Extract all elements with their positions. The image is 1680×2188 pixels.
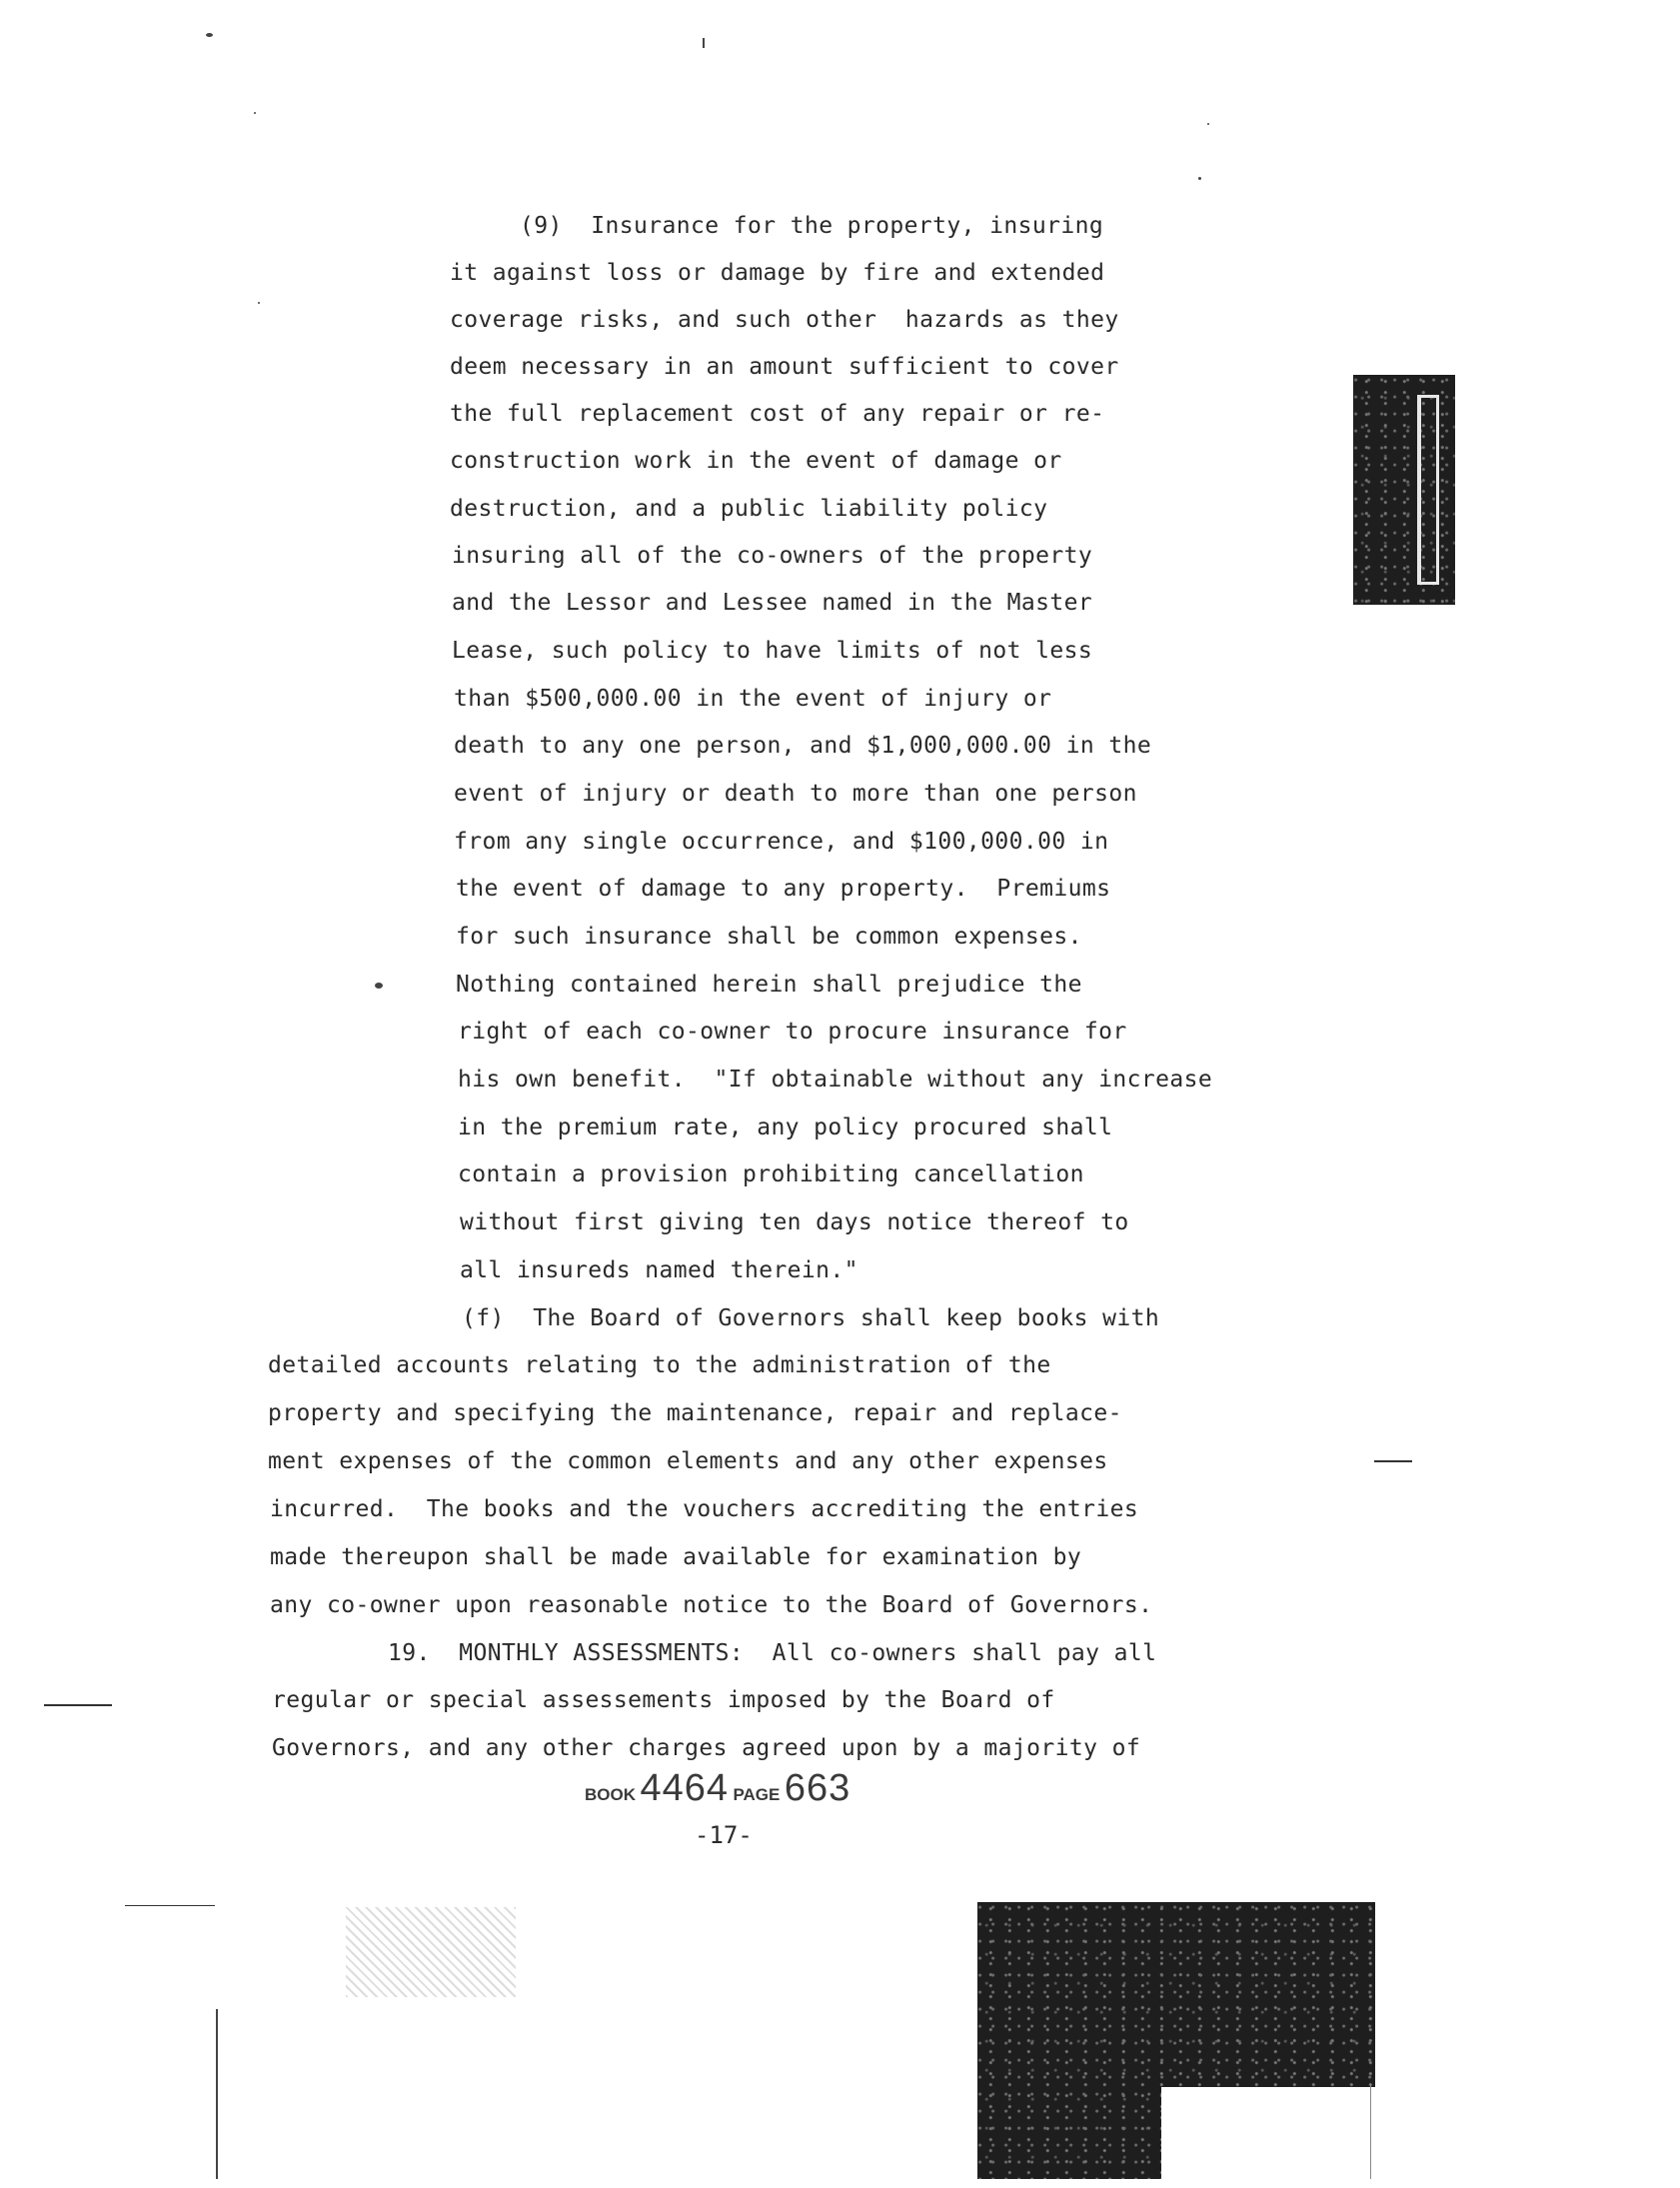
scan-artifact-right-margin-frame	[1417, 395, 1439, 585]
scan-artifact-bottom-left-smudge	[346, 1907, 516, 1997]
margin-mark	[125, 1905, 215, 1906]
text-line: detailed accounts relating to the administration of the	[268, 1352, 1051, 1378]
stamp-page-label: PAGE	[733, 1785, 781, 1804]
stamp-page-number: 663	[784, 1767, 851, 1809]
text-line: for such insurance shall be common expenses.	[456, 924, 1082, 950]
scan-speck	[258, 302, 260, 304]
stamp-book-label: BOOK	[585, 1785, 636, 1804]
margin-mark	[1374, 1460, 1412, 1462]
scan-speck	[1198, 177, 1201, 180]
text-line: event of injury or death to more than one person	[454, 781, 1137, 807]
text-line: death to any one person, and $1,000,000.00 in the	[454, 733, 1152, 759]
text-line: without first giving ten days notice thereof to	[460, 1209, 1129, 1235]
text-line: made thereupon shall be made available for examination by	[270, 1544, 1082, 1570]
text-line: destruction, and a public liability policy	[450, 496, 1048, 522]
text-line: property and specifying the maintenance, repair and replace-	[268, 1400, 1122, 1426]
text-line: deem necessary in an amount sufficient to cover	[450, 354, 1119, 380]
text-line: from any single occurrence, and $100,000.00 in	[454, 829, 1109, 855]
text-line: ment expenses of the common elements and any other expenses	[268, 1448, 1108, 1474]
scan-speck	[1207, 123, 1209, 125]
text-line: right of each co-owner to procure insurance for	[458, 1019, 1127, 1045]
scan-artifact-bottom-block-notch	[1161, 2087, 1375, 2179]
text-line: in the premium rate, any policy procured shall	[458, 1114, 1113, 1140]
text-line: coverage risks, and such other hazards as they	[450, 307, 1119, 333]
scan-artifact-right-margin	[1353, 375, 1455, 605]
text-line: insuring all of the co-owners of the property	[452, 543, 1093, 569]
text-line: 19. MONTHLY ASSESSMENTS: All co-owners shall pay all	[388, 1640, 1157, 1666]
text-line: contain a provision prohibiting cancellation	[458, 1161, 1084, 1187]
text-line: Nothing contained herein shall prejudice the	[456, 972, 1082, 998]
text-line: (9) Insurance for the property, insuring	[520, 213, 1104, 239]
text-line: the event of damage to any property. Premiums	[456, 876, 1111, 902]
text-line: any co-owner upon reasonable notice to the Board of Governors.	[270, 1592, 1153, 1618]
text-line: all insureds named therein."	[460, 1257, 858, 1283]
stamp-book-number: 4464	[640, 1767, 729, 1809]
text-line: than $500,000.00 in the event of injury or	[454, 686, 1052, 712]
text-line: it against loss or damage by fire and extended	[450, 260, 1105, 286]
text-line: the full replacement cost of any repair or re-	[450, 401, 1105, 427]
text-line: Lease, such policy to have limits of not less	[452, 638, 1093, 664]
text-line: Governors, and any other charges agreed upon by a majority of	[272, 1735, 1141, 1761]
margin-mark	[216, 2009, 218, 2179]
text-line: construction work in the event of damage or	[450, 448, 1062, 474]
text-line: regular or special assessements imposed by the Board of	[272, 1687, 1055, 1713]
recording-stamp	[585, 1767, 850, 1810]
margin-mark	[1370, 2084, 1371, 2179]
page-number: -17-	[695, 1821, 753, 1849]
scan-speck	[703, 38, 705, 48]
scan-speck	[375, 983, 383, 989]
text-line: (f) The Board of Governors shall keep books with	[462, 1305, 1160, 1331]
scan-speck	[206, 33, 213, 37]
text-line: his own benefit. "If obtainable without any increase	[458, 1067, 1213, 1093]
margin-mark	[44, 1704, 112, 1706]
text-line: and the Lessor and Lessee named in the Master	[452, 590, 1093, 616]
text-line: incurred. The books and the vouchers accrediting the entries	[270, 1496, 1139, 1522]
scan-speck	[254, 112, 256, 114]
